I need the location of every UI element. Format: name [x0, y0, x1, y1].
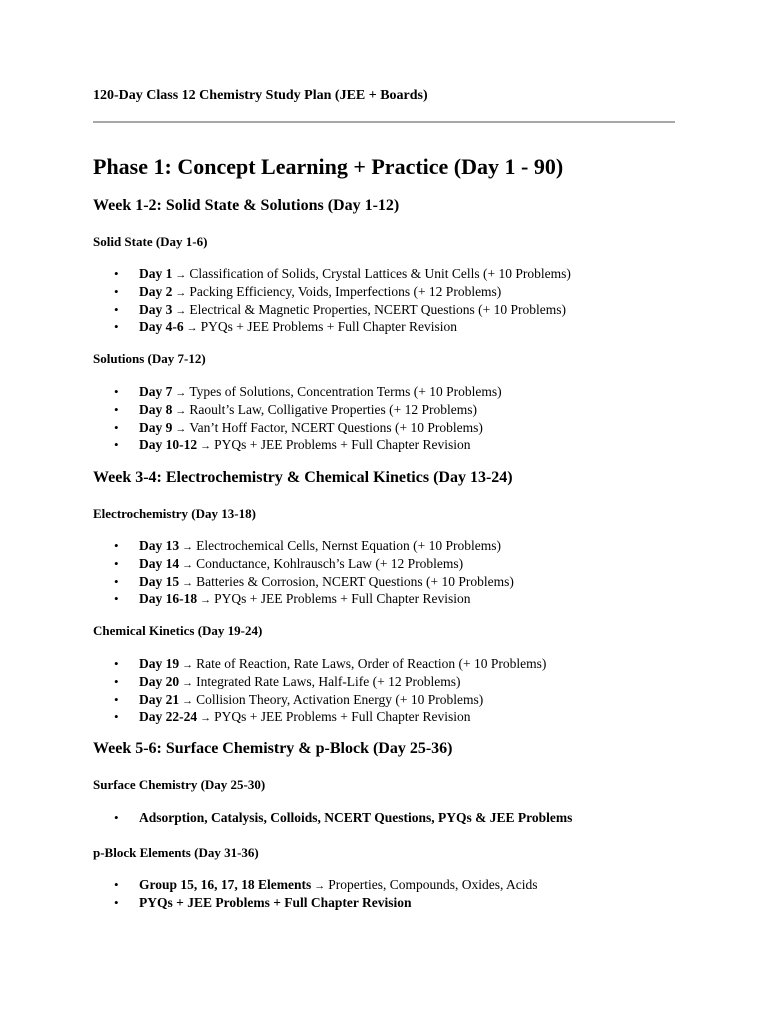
item-text: PYQs + JEE Problems + Full Chapter Revision — [200, 319, 457, 335]
item-text: Types of Solutions, Concentration Terms (+ 10 Problems) — [189, 384, 502, 399]
day-label: Day 20 — [139, 673, 180, 689]
item-text-bold: PYQs + JEE Problems + Full Chapter Revision — [139, 894, 412, 910]
horizontal-divider — [93, 121, 675, 123]
day-label: Day 19 — [139, 656, 180, 671]
arrow-right-icon: → — [200, 594, 212, 607]
topic-electrochemistry-heading: Electrochemistry (Day 13-18) — [93, 506, 256, 521]
day-label: Day 14 — [139, 555, 180, 571]
arrow-right-icon: → — [182, 694, 194, 707]
list-item — [93, 402, 502, 420]
topic-solutions-heading: Solutions (Day 7-12) — [93, 351, 206, 366]
week-3-4-heading: Week 3-4: Electrochemistry & Chemical Kinetics (Day 13-24) — [93, 469, 513, 486]
day-label: Day 10-12 — [139, 437, 198, 453]
list-item — [93, 810, 572, 827]
day-label: Day 15 — [139, 573, 180, 589]
list-item — [93, 284, 571, 302]
day-label: Day 7 — [139, 384, 173, 399]
list-item — [93, 266, 571, 284]
item-text: Conductance, Kohlrausch’s Law (+ 12 Problems) — [196, 555, 464, 571]
list-item — [93, 574, 514, 592]
arrow-right-icon: → — [186, 322, 198, 335]
list-item — [93, 692, 546, 710]
topic-chemical-kinetics-heading: Chemical Kinetics (Day 19-24) — [93, 623, 263, 638]
day-label: Day 16-18 — [139, 591, 198, 607]
day-label: Day 13 — [139, 538, 180, 553]
list-item — [93, 437, 502, 455]
item-text: Raoult’s Law, Colligative Properties (+ 12 Problems) — [189, 401, 477, 417]
electrochemistry-list — [93, 538, 514, 609]
week-1-2-heading: Week 1-2: Solid State & Solutions (Day 1-12) — [93, 197, 400, 214]
list-item — [93, 556, 514, 574]
item-text: Classification of Solids, Crystal Lattices & Unit Cells (+ 10 Problems) — [189, 266, 571, 281]
list-item — [93, 319, 571, 337]
item-text: PYQs + JEE Problems + Full Chapter Revision — [214, 709, 471, 725]
arrow-right-icon: → — [182, 676, 194, 689]
topic-surface-chemistry-heading: Surface Chemistry (Day 25-30) — [93, 777, 266, 792]
arrow-right-icon: → — [175, 404, 187, 417]
item-text: Electrical & Magnetic Properties, NCERT Questions (+ 10 Problems) — [189, 301, 566, 317]
item-text: Collision Theory, Activation Energy (+ 10 Problems) — [196, 691, 484, 707]
item-text: Batteries & Corrosion, NCERT Questions (+ 10 Problems) — [196, 573, 514, 589]
item-text: Properties, Compounds, Oxides, Acids — [328, 877, 538, 892]
item-text: PYQs + JEE Problems + Full Chapter Revision — [214, 591, 471, 607]
day-label: Day 3 — [139, 301, 173, 317]
arrow-right-icon: → — [175, 304, 187, 317]
solid-state-list — [93, 266, 571, 337]
list-item — [93, 709, 546, 727]
day-label: Day 21 — [139, 691, 180, 707]
item-text: Packing Efficiency, Voids, Imperfections (+ 12 Problems) — [189, 283, 502, 299]
solutions-list — [93, 384, 502, 455]
arrow-right-icon: → — [200, 440, 212, 453]
chemical-kinetics-list — [93, 656, 546, 727]
list-item — [93, 674, 546, 692]
day-label: Day 1 — [139, 266, 173, 281]
item-text: Electrochemical Cells, Nernst Equation (+ 10 Problems) — [196, 538, 502, 553]
document-title: 120-Day Class 12 Chemistry Study Plan (JEE + Boards) — [93, 88, 428, 103]
arrow-right-icon: → — [175, 422, 187, 435]
list-item — [93, 420, 502, 438]
day-label: Day 2 — [139, 283, 173, 299]
day-label: Day 9 — [139, 419, 173, 435]
phase-title: Phase 1: Concept Learning + Practice (Day 1 - 90) — [93, 154, 564, 179]
item-text: Rate of Reaction, Rate Laws, Order of Reaction (+ 10 Problems) — [196, 656, 547, 671]
arrow-right-icon: → — [175, 269, 187, 281]
arrow-right-icon: → — [182, 659, 194, 671]
list-item — [93, 895, 538, 912]
list-item — [93, 656, 546, 674]
arrow-right-icon: → — [175, 286, 187, 299]
group-label: Group 15, 16, 17, 18 Elements — [139, 877, 312, 892]
list-item — [93, 877, 538, 895]
arrow-right-icon: → — [175, 387, 187, 399]
list-item — [93, 538, 514, 556]
item-text-bold: Adsorption, Catalysis, Colloids, NCERT Questions, PYQs & JEE Problems — [139, 810, 573, 825]
surface-chemistry-list — [93, 810, 572, 827]
arrow-right-icon: → — [314, 880, 326, 892]
day-label: Day 8 — [139, 401, 173, 417]
arrow-right-icon: → — [182, 541, 194, 553]
day-label: Day 22-24 — [139, 709, 198, 725]
list-item — [93, 591, 514, 609]
week-5-6-heading: Week 5-6: Surface Chemistry & p-Block (Day 25-36) — [93, 740, 453, 757]
list-item — [93, 302, 571, 320]
arrow-right-icon: → — [182, 558, 194, 571]
item-text: Integrated Rate Laws, Half-Life (+ 12 Problems) — [196, 673, 461, 689]
item-text: Van’t Hoff Factor, NCERT Questions (+ 10 Problems) — [189, 419, 483, 435]
list-item — [93, 384, 502, 402]
day-label: Day 4-6 — [139, 319, 184, 335]
item-text: PYQs + JEE Problems + Full Chapter Revision — [214, 437, 471, 453]
arrow-right-icon: → — [200, 712, 212, 725]
topic-p-block-heading: p-Block Elements (Day 31-36) — [93, 845, 259, 860]
topic-solid-state-heading: Solid State (Day 1-6) — [93, 234, 208, 249]
p-block-list — [93, 877, 538, 912]
arrow-right-icon: → — [182, 576, 194, 589]
